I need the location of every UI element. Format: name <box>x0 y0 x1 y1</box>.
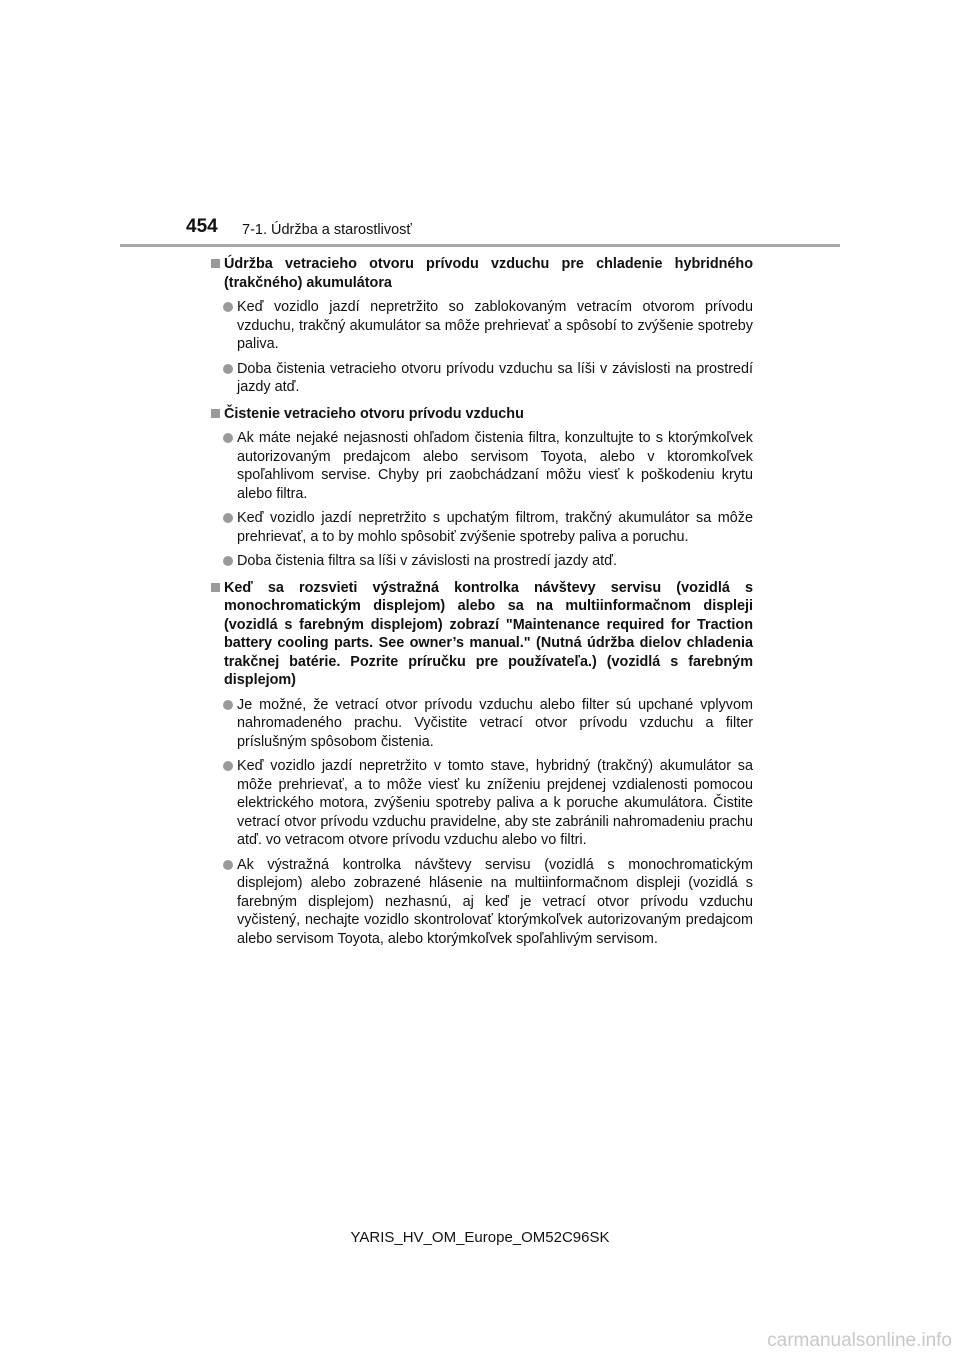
circle-bullet-icon <box>223 761 233 771</box>
section-heading <box>211 579 753 690</box>
list-item-text: Je možné, že vetrací otvor prívodu vzduchu alebo filter sú upchané vplyvom nahromadeného prachu. Vyčistite vetrací otvor prívodu vzduchu a filter príslušným spôsobom čistenia. <box>237 696 753 750</box>
list-item <box>211 757 753 850</box>
list-item-text: Doba čistenia filtra sa líši v závislosti na prostredí jazdy atď. <box>237 553 617 569</box>
circle-bullet-icon <box>223 700 233 710</box>
circle-bullet-icon <box>223 364 233 374</box>
section-vent-cleaning <box>211 405 753 571</box>
square-bullet-icon <box>211 409 220 418</box>
heading-text: Keď sa rozsvieti výstražná kontrolka návštevy servisu (vozidlá s monochromatickým displejom) alebo sa na multiinformačnom displeji (vozidlá s farebným displejom) zobrazí "Maintenance required for Traction battery cooling parts. See owner’s manual." (Nutná údržba dielov chladenia trakčnej batérie. Pozrite príručku pre používateľa.) (vozidlá s farebným displejom) <box>224 579 753 688</box>
list-item-text: Ak máte nejaké nejasnosti ohľadom čistenia filtra, konzultujte to s ktorýmkoľvek autorizovaným predajcom alebo servisom Toyota, alebo v ktoromkoľvek spoľahlivom servise. Chyby pri zaobchádzaní môžu viesť k poškodeniu krytu alebo filtra. <box>237 430 753 502</box>
section-warning-light <box>211 579 753 949</box>
list-item-text: Keď vozidlo jazdí nepretržito s upchatým filtrom, trakčný akumulátor sa môže prehrievať, a to by mohlo spôsobiť zvýšenie spotreby paliva a poruchu. <box>237 510 753 545</box>
list-item <box>211 429 753 503</box>
list-item <box>211 298 753 354</box>
list-item-text: Keď vozidlo jazdí nepretržito so zablokovaným vetracím otvorom prívodu vzduchu, trakčný akumulátor sa môže prehrievať a spôsobí to zvýšenie spotreby paliva. <box>237 299 753 352</box>
circle-bullet-icon <box>223 556 233 566</box>
circle-bullet-icon <box>223 433 233 443</box>
list-item <box>211 360 753 397</box>
circle-bullet-icon <box>223 302 233 312</box>
header-rule <box>120 244 840 247</box>
list-item <box>211 509 753 546</box>
list-item <box>211 552 753 571</box>
list-item-text: Keď vozidlo jazdí nepretržito v tomto stave, hybridný (trakčný) akumulátor sa môže prehrievať, a to môže viesť ku zníženiu prejdenej vzdialenosti pomocou elektrického motora, zvýšeniu spotreby paliva a k poruche akumulátora. Čistite vetrací otvor prívodu vzduchu pravidelne, aby ste zabránili nahromadeniu prachu atď. vo vetracom otvore prívodu vzduchu alebo vo filtri. <box>237 758 753 848</box>
heading-text: Čistenie vetracieho otvoru prívodu vzduchu <box>224 405 524 422</box>
circle-bullet-icon <box>223 860 233 870</box>
section-heading <box>211 255 753 292</box>
list-item-text: Ak výstražná kontrolka návštevy servisu (vozidlá s monochromatickým displejom) alebo zobrazené hlásenie na multiinformačnom displeji (vozidlá s farebným displejom) nezhasnú, aj keď je vetrací otvor prívodu vzduchu vyčistený, nechajte vozidlo skontrolovať ktorýmkoľvek autorizovaným predajcom alebo servisom Toyota, alebo ktorýmkoľvek spoľahlivým servisom. <box>237 856 753 947</box>
list-item-text: Doba čistenia vetracieho otvoru prívodu vzduchu sa líši v závislosti na prostredí jazdy atď. <box>237 360 753 395</box>
heading-text: Údržba vetracieho otvoru prívodu vzduchu pre chladenie hybridného (trakčného) akumulátora <box>224 256 753 291</box>
watermark: carmanualsonline.info <box>767 1330 952 1351</box>
page-content <box>211 255 753 956</box>
section-heading <box>211 405 753 424</box>
square-bullet-icon <box>211 259 220 268</box>
page-number: 454 <box>186 216 218 237</box>
list-item <box>211 856 753 949</box>
section-vent-maintenance <box>211 255 753 397</box>
document-code: YARIS_HV_OM_Europe_OM52C96SK <box>350 1229 610 1246</box>
section-title: 7-1. Údržba a starostlivosť <box>242 222 412 238</box>
list-item <box>211 696 753 752</box>
circle-bullet-icon <box>223 513 233 523</box>
square-bullet-icon <box>211 583 220 592</box>
